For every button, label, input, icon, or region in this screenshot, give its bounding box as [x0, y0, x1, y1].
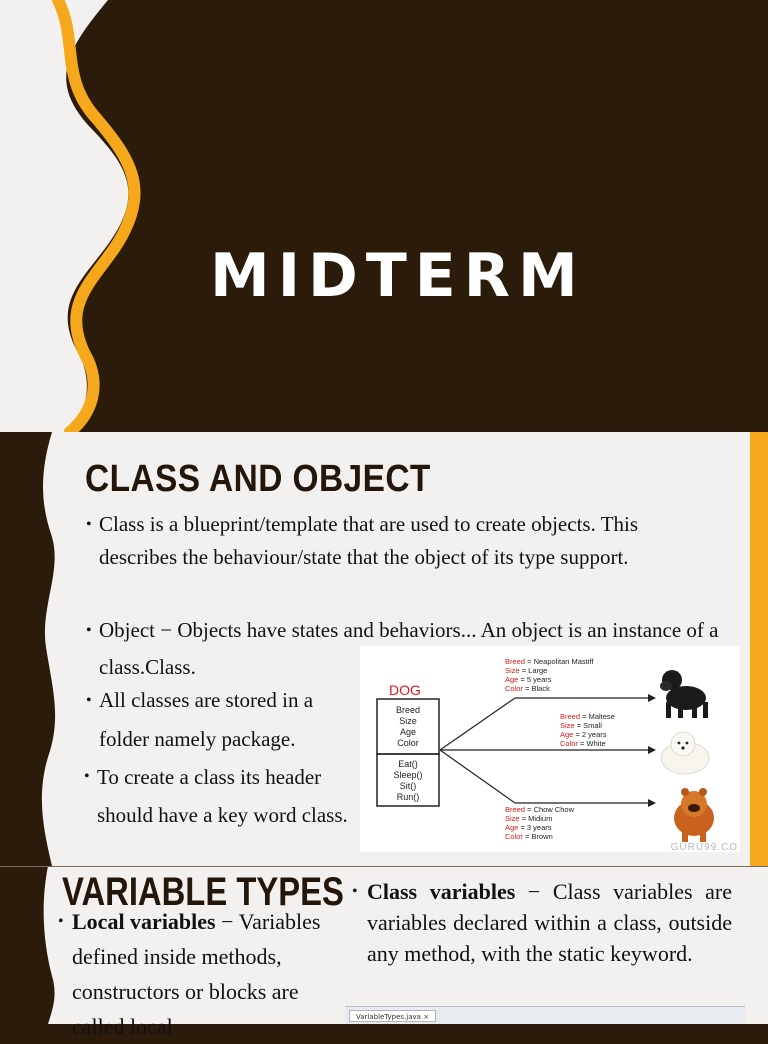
- svg-text:Breed = Chow Chow: [505, 805, 575, 814]
- svg-text:Color = Black: [505, 684, 550, 693]
- local-variables-term: Local variables: [72, 909, 216, 934]
- class-object-diagram: [360, 646, 740, 852]
- class-variables-text: • Class variables − Class variables are variables declared within a class, outside any method, with the static keyword.: [352, 879, 732, 966]
- slide-title: MIDTERM: [210, 241, 586, 311]
- obj2-breed-value: = Maltese: [582, 712, 615, 721]
- slide-divider: [0, 866, 768, 867]
- local-variables-desc: − Variables defined inside methods, constructors or blocks are called local: [72, 909, 321, 1039]
- class-variables-term: Class variables: [367, 879, 516, 904]
- obj2-size-value: = Small: [576, 721, 602, 730]
- slide-heading: CLASS AND OBJECT: [85, 458, 431, 500]
- svg-text:Size = Midium: [505, 814, 552, 823]
- figure-watermark: GURU99.CO: [670, 842, 738, 853]
- class-variables-desc: − Class variables are variables declared within a class, outside any method, with the static keyword.: [367, 879, 732, 966]
- obj1-age-key: Age: [505, 675, 519, 684]
- svg-text:Color = White: [560, 739, 606, 748]
- obj3-breed-key: Breed: [505, 805, 526, 814]
- attribute-age: Age: [399, 727, 417, 737]
- svg-text:Color = Brown: [505, 832, 553, 841]
- obj2-age-value: = 2 years: [575, 730, 607, 739]
- svg-text:Age = 3 years: [505, 823, 552, 832]
- title-slide: [0, 0, 768, 432]
- brown-dog-image: [674, 788, 714, 842]
- variable-types-slide: [0, 866, 768, 1039]
- method-sit: Sit(): [399, 781, 417, 791]
- obj1-age-value: = 5 years: [520, 675, 552, 684]
- obj2-size-key: Size: [560, 721, 575, 730]
- obj3-age-value: = 3 years: [520, 823, 552, 832]
- accent-bar: [750, 432, 768, 866]
- obj3-size-key: Size: [505, 814, 520, 823]
- black-dog-image: [660, 670, 708, 718]
- bullet-package: • All classes are stored in a folder namely package.: [86, 688, 314, 751]
- code-editor-strip: [345, 1006, 745, 1024]
- method-sleep: Sleep(): [393, 770, 423, 780]
- decorative-left-wave: [0, 432, 60, 866]
- method-eat: Eat(): [398, 759, 418, 769]
- obj1-size-key: Size: [505, 666, 520, 675]
- local-variables-text: • Local variables − Variables defined inside methods, constructors or blocks are called local: [58, 909, 321, 1039]
- obj3-color-value: = Brown: [525, 832, 553, 841]
- bullet-keyword: • To create a class its header should have a key word class.: [84, 765, 348, 827]
- svg-text:Age = 5 years: [505, 675, 552, 684]
- bullet-class: • Class is a blueprint/template that are used to create objects. This describes the behaviour/state that the object of its type support.: [86, 512, 639, 569]
- slide-heading: VARIABLE TYPES: [62, 870, 344, 914]
- obj3-color-key: Color: [505, 832, 523, 841]
- obj2-color-value: = White: [580, 739, 606, 748]
- obj3-age-key: Age: [505, 823, 519, 832]
- decorative-left-wave: [0, 866, 60, 1024]
- obj1-breed-key: Breed: [505, 657, 526, 666]
- class-name-label: DOG: [389, 682, 421, 698]
- obj3-breed-value: = Chow Chow: [527, 805, 575, 814]
- svg-text:Breed = Maltese: [560, 712, 615, 721]
- obj1-color-value: = Black: [525, 684, 550, 693]
- method-run: Run(): [396, 792, 420, 802]
- attribute-breed: Breed: [395, 705, 421, 715]
- obj1-size-value: = Large: [521, 666, 548, 675]
- white-dog-image: [661, 732, 709, 774]
- attribute-size: Size: [399, 716, 417, 726]
- svg-text:Age = 2 years: [560, 730, 607, 739]
- svg-text:Size = Large: [505, 666, 547, 675]
- obj3-size-value: = Midium: [521, 814, 553, 823]
- bullet-object: • Object − Objects have states and behaviors... An object is an instance of a class.Class.: [86, 618, 719, 679]
- decorative-wave: [0, 0, 768, 432]
- editor-tab[interactable]: VariableTypes.java ×: [349, 1010, 436, 1022]
- obj1-color-key: Color: [505, 684, 523, 693]
- attribute-color: Color: [397, 738, 419, 748]
- svg-text:Breed = Neapolitan Mastiff: [505, 657, 594, 666]
- class-object-slide: [0, 432, 768, 866]
- obj2-age-key: Age: [560, 730, 574, 739]
- obj1-breed-value: = Neapolitan Mastiff: [527, 657, 594, 666]
- obj2-color-key: Color: [560, 739, 578, 748]
- obj2-breed-key: Breed: [560, 712, 581, 721]
- svg-text:Size = Small: [560, 721, 602, 730]
